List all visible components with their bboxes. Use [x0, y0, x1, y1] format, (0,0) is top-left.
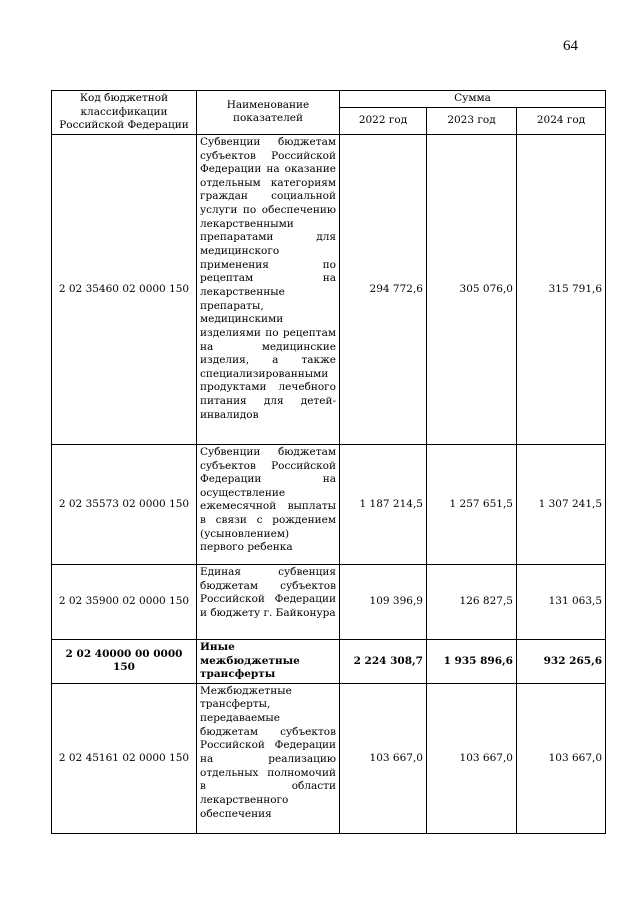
row-name: Субвенции бюджетам субъектов Российской Федерации на оказание отдельным категориям граждан социальной услуги по обеспечению лекарственными препаратами для медицинского применения по рецептам на лекарственные препараты, медицинскими изделиями по рецептам на медицинские изделия, а также специализированными продуктами лечебного питания для детей-инвалидов [197, 134, 340, 444]
row-value-2022: 2 224 308,7 [340, 639, 427, 683]
row-value-2024: 1 307 241,5 [517, 444, 606, 564]
row-value-2023: 1 257 651,5 [427, 444, 517, 564]
row-value-2023: 103 667,0 [427, 683, 517, 833]
table-row [52, 564, 606, 639]
table-row [52, 134, 606, 444]
row-name: Межбюджетные трансферты, передаваемые бюджетам субъектов Российской Федерации на реализацию отдельных полномочий в области лекарственного обеспечения [197, 683, 340, 833]
row-value-2024: 932 265,6 [517, 639, 606, 683]
header-code: Код бюджетной классификации Российской Федерации [52, 91, 197, 135]
row-value-2023: 305 076,0 [427, 134, 517, 444]
row-value-2024: 103 667,0 [517, 683, 606, 833]
header-name: Наименование показателей [197, 91, 340, 135]
header-year-2022: 2022 год [340, 108, 427, 135]
table-row [52, 639, 606, 683]
row-code: 2 02 35900 02 0000 150 [52, 564, 197, 639]
header-sum: Сумма [340, 91, 606, 108]
budget-table [51, 90, 606, 834]
row-name: Иные межбюджетные трансферты [197, 639, 340, 683]
table-row [52, 683, 606, 833]
row-code: 2 02 35460 02 0000 150 [52, 134, 197, 444]
row-name: Субвенции бюджетам субъектов Российской Федерации на осуществление ежемесячной выплаты в связи с рождением (усыновлением) первого ребенка [197, 444, 340, 564]
row-code: 2 02 35573 02 0000 150 [52, 444, 197, 564]
header-year-2024: 2024 год [517, 108, 606, 135]
row-value-2024: 315 791,6 [517, 134, 606, 444]
row-value-2022: 109 396,9 [340, 564, 427, 639]
row-value-2022: 1 187 214,5 [340, 444, 427, 564]
row-code: 2 02 45161 02 0000 150 [52, 683, 197, 833]
row-code: 2 02 40000 00 0000 150 [52, 639, 197, 683]
header-year-2023: 2023 год [427, 108, 517, 135]
row-value-2022: 103 667,0 [340, 683, 427, 833]
page-number: 64 [563, 38, 578, 54]
row-name: Единая субвенция бюджетам субъектов Российской Федерации и бюджету г. Байконура [197, 564, 340, 639]
row-value-2024: 131 063,5 [517, 564, 606, 639]
row-value-2023: 1 935 896,6 [427, 639, 517, 683]
row-value-2022: 294 772,6 [340, 134, 427, 444]
row-value-2023: 126 827,5 [427, 564, 517, 639]
table-row [52, 444, 606, 564]
